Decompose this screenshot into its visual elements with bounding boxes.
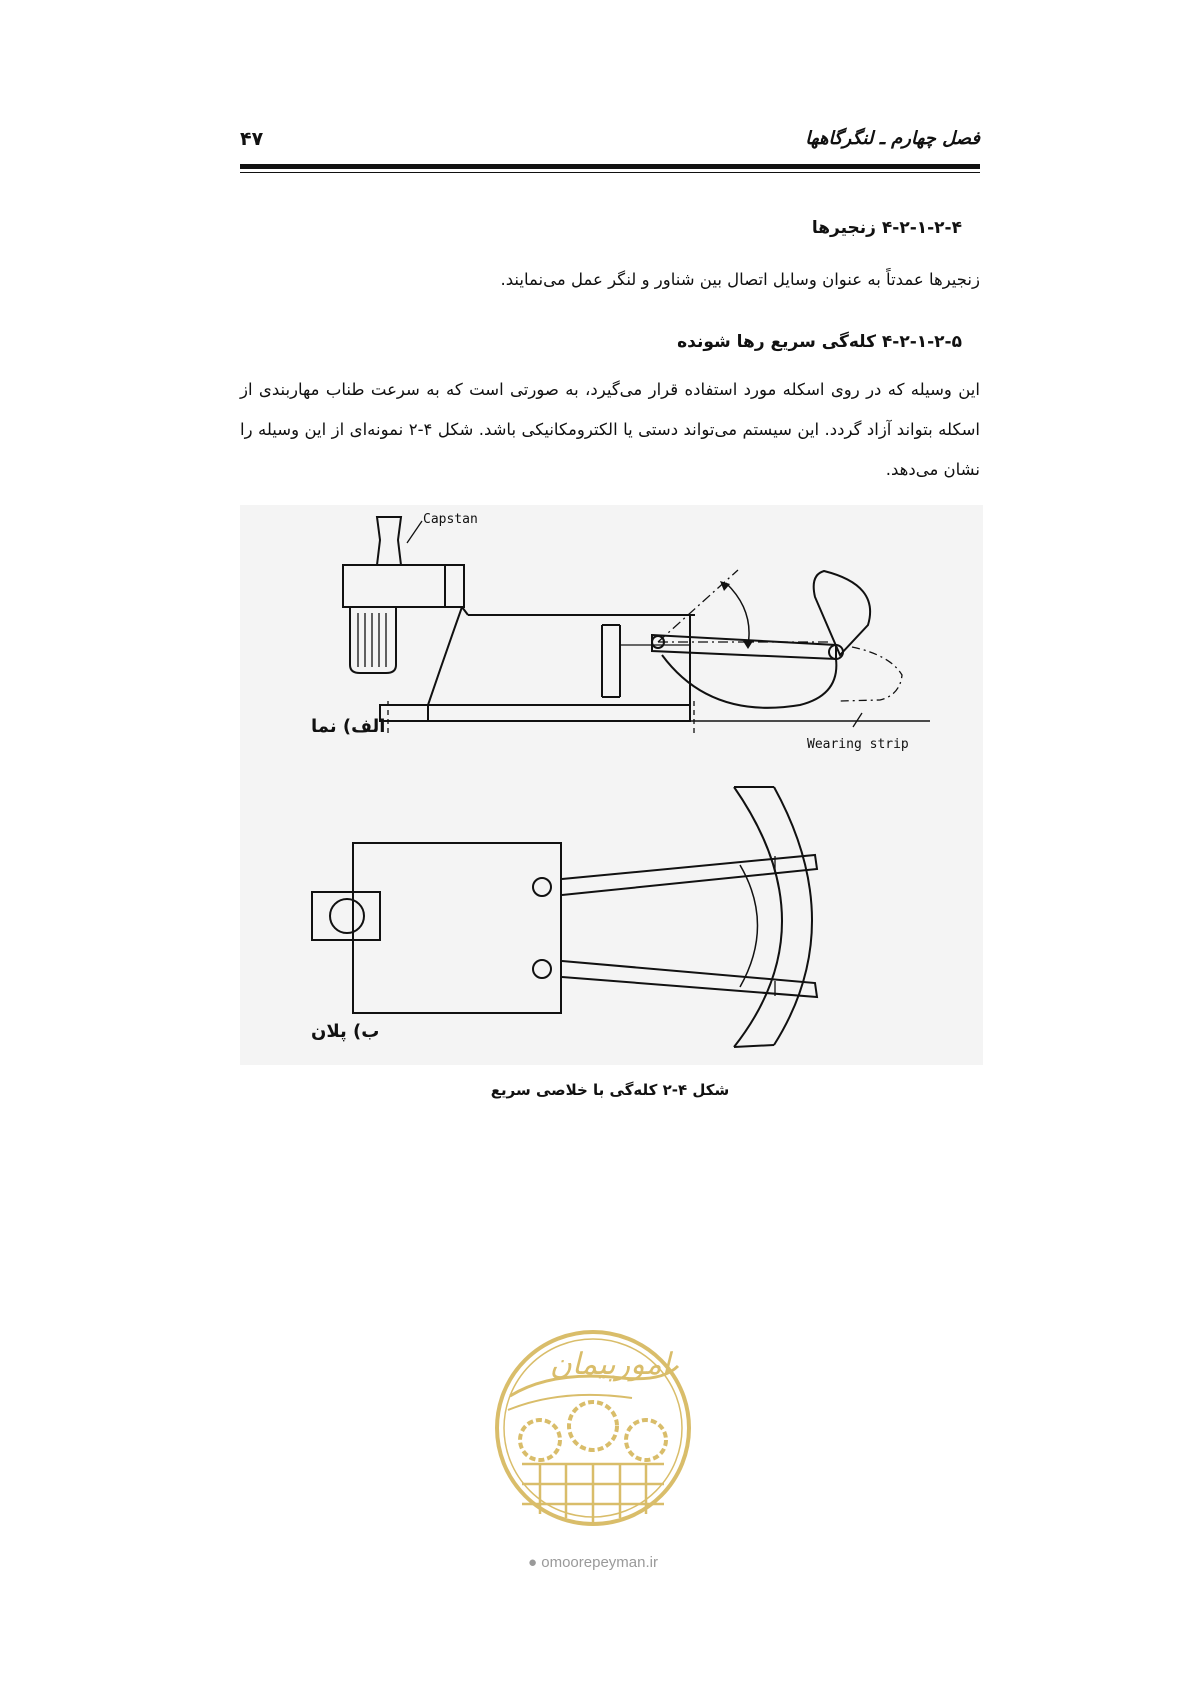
watermark-logo-icon (482, 1318, 704, 1558)
label-elevation: الف) نما (311, 716, 386, 737)
figure-quick-release-hook (240, 505, 983, 1065)
figure-caption: شکل ۴-۲ کله‌گی با خلاصی سریع (490, 1081, 730, 1099)
label-wearing-strip: Wearing strip (807, 737, 909, 752)
section-heading-chains: ۴-۲-۱-۲-۴ زنجیرها (811, 218, 962, 238)
watermark-stamp (482, 1318, 704, 1578)
page-number: ۴۷ (240, 128, 264, 150)
page-header (240, 128, 980, 156)
paragraph-quick-release-hook: این وسیله که در روی اسکله مورد استفاده قرار می‌گیرد، به صورتی است که به سرعت طناب مهاربندی از اسکله بتواند آزاد گردد. این سیستم می‌تواند دستی یا الکترومکانیکی باشد. شکل ۴-۲ نمونه‌ای از این وسیله را نشان می‌دهد. (240, 380, 980, 479)
globe-icon: ● (528, 1554, 538, 1571)
header-rule-thick (240, 164, 980, 169)
watermark-url (482, 1554, 704, 1571)
figure-drawing (240, 505, 983, 1065)
paragraph-chains: زنجیرها عمدتاً به عنوان وسایل اتصال بین شناور و لنگر عمل می‌نمایند. (500, 270, 980, 289)
watermark-logo-text: امورپیمان (549, 1347, 671, 1382)
section-heading-quick-release-hook: ۴-۲-۱-۲-۵ کله‌گی سریع رها شونده (677, 332, 962, 352)
label-capstan: Capstan (423, 512, 478, 527)
chapter-title: فصل چهارم ـ لنگرگاهها (805, 128, 980, 149)
label-plan: ب) پلان (311, 1021, 380, 1042)
watermark-url-text: omoorepeyman.ir (541, 1554, 658, 1571)
header-rule-thin (240, 172, 980, 173)
